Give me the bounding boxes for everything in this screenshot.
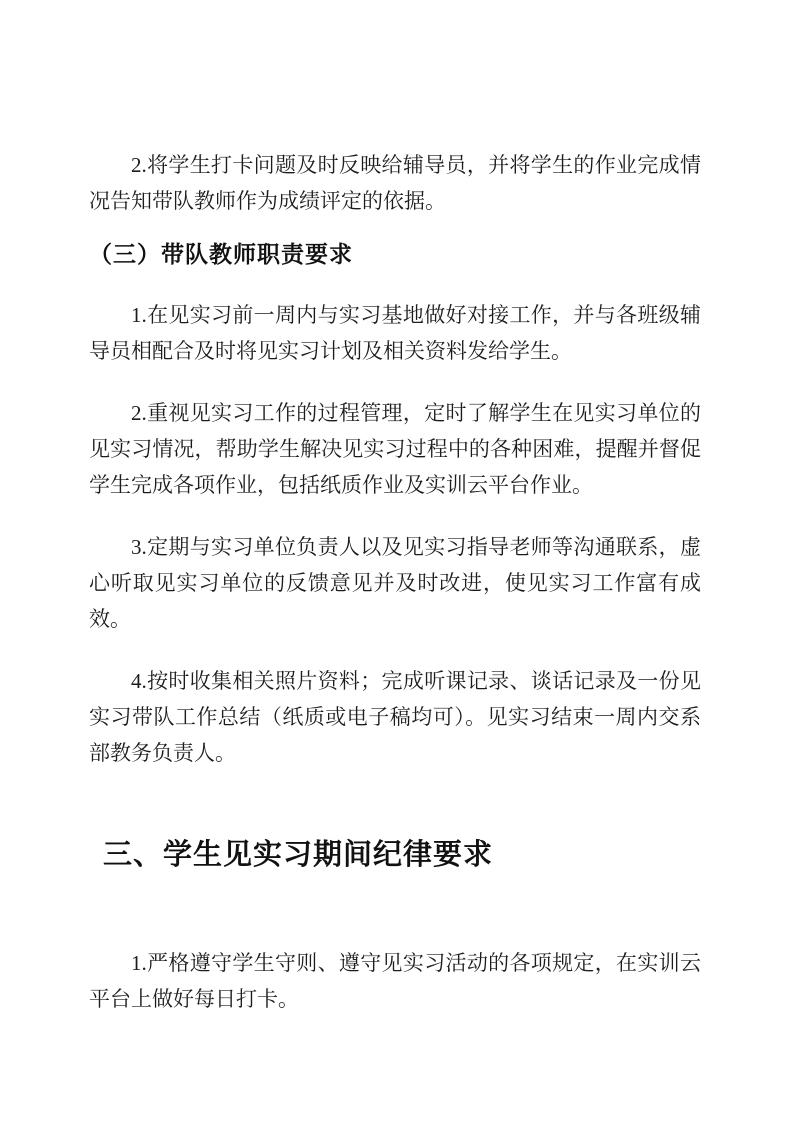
paragraph: 4.按时收集相关照片资料；完成听课记录、谈话记录及一份见实习带队工作总结（纸质或电子稿均可）。见实习结束一周内交系部教务负责人。	[89, 669, 701, 765]
chapter-heading: 三、学生见实习期间纪律要求	[103, 839, 494, 871]
document-content	[89, 147, 701, 1017]
paragraph: 3.定期与实习单位负责人以及见实习指导老师等沟通联系，虚心听取见实习单位的反馈意见并及时改进，使见实习工作富有成效。	[89, 535, 701, 631]
paragraph: 1.严格遵守学生守则、遵守见实习活动的各项规定，在实训云平台上做好每日打卡。	[89, 951, 701, 1011]
paragraph: 1.在见实习前一周内与实习基地做好对接工作，并与各班级辅导员相配合及时将见实习计划及相关资料发给学生。	[89, 303, 701, 363]
section-heading: （三）带队教师职责要求	[89, 241, 353, 267]
paragraph: 2.重视见实习工作的过程管理，定时了解学生在见实习单位的见实习情况，帮助学生解决见实习过程中的各种困难，提醒并督促学生完成各项作业，包括纸质作业及实训云平台作业。	[89, 401, 701, 497]
paragraph: 2.将学生打卡问题及时反映给辅导员，并将学生的作业完成情况告知带队教师作为成绩评定的依据。	[89, 153, 701, 213]
